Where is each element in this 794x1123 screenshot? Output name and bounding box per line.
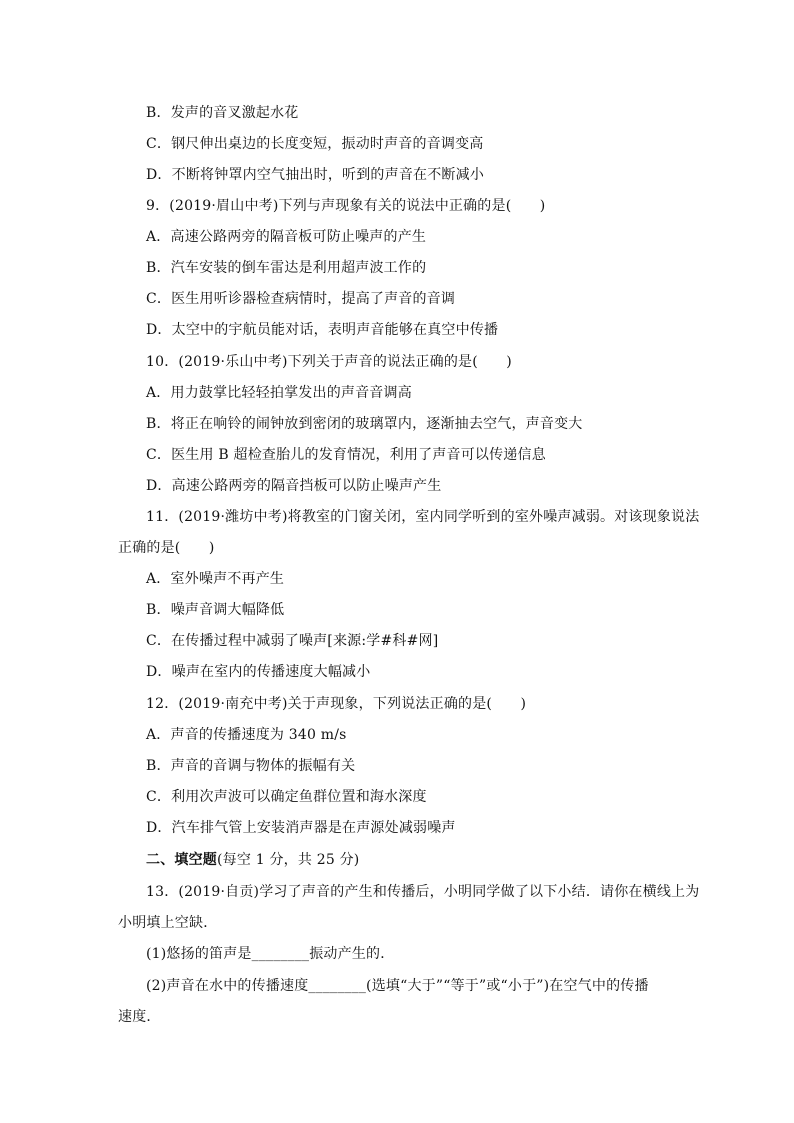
section-heading bbox=[146, 850, 359, 870]
section-title: 二、填空题 bbox=[146, 852, 217, 868]
question-9: 9．(2019·眉山中考)下列与声现象有关的说法中正确的是( ) bbox=[146, 198, 546, 214]
q9-option-a: A．高速公路两旁的隔音板可防止噪声的产生 bbox=[146, 229, 427, 245]
q11-option-a: A．室外噪声不再产生 bbox=[146, 571, 285, 587]
q9-option-b: B．汽车安装的倒车雷达是利用超声波工作的 bbox=[146, 260, 427, 276]
q8-option-d: D．不断将钟罩内空气抽出时，听到的声音在不断减小 bbox=[146, 167, 485, 183]
question-12: 12．(2019·南充中考)关于声现象，下列说法正确的是( ) bbox=[146, 696, 527, 712]
q12-option-d: D．汽车排气管上安装消声器是在声源处减弱噪声 bbox=[146, 820, 456, 836]
question-11-continued: 正确的是( ) bbox=[118, 540, 215, 556]
question-10: 10．(2019·乐山中考)下列关于声音的说法正确的是( ) bbox=[146, 354, 512, 370]
question-13-continued: 小明填上空缺． bbox=[118, 915, 218, 931]
q13-blank-2-continued: 速度． bbox=[118, 1009, 161, 1025]
q13-blank-1: (1)悠扬的笛声是________振动产生的． bbox=[146, 946, 395, 962]
question-13: 13．(2019·自贡)学习了声音的产生和传播后，小明同学做了以下小结．请你在横线上为 bbox=[146, 884, 700, 900]
q10-option-d: D．高速公路两旁的隔音挡板可以防止噪声产生 bbox=[146, 478, 442, 494]
q12-option-c: C．利用次声波可以确定鱼群位置和海水深度 bbox=[146, 789, 427, 805]
q8-option-c: C．钢尺伸出桌边的长度变短，振动时声音的音调变高 bbox=[146, 136, 484, 152]
q13-blank-2: (2)声音在水中的传播速度________(选填“大于”“等于”或“小于”)在空气中的传播 bbox=[146, 978, 649, 994]
q10-option-b: B．将正在响铃的闹钟放到密闭的玻璃罩内，逐渐抽去空气，声音变大 bbox=[146, 416, 583, 432]
question-11: 11．(2019·潍坊中考)将教室的门窗关闭，室内同学听到的室外噪声减弱。对该现象说法 bbox=[146, 509, 700, 525]
q11-option-b: B．噪声音调大幅降低 bbox=[146, 602, 285, 618]
section-scoring-note: (每空 1 分，共 25 分) bbox=[217, 852, 360, 868]
q9-option-d: D．太空中的宇航员能对话，表明声音能够在真空中传播 bbox=[146, 322, 499, 338]
q10-option-c: C．医生用 B 超检查胎儿的发育情况，利用了声音可以传递信息 bbox=[146, 447, 546, 463]
q11-option-d: D．噪声在室内的传播速度大幅减小 bbox=[146, 664, 371, 680]
q11-option-c: C．在传播过程中减弱了噪声[来源:学#科#网] bbox=[146, 633, 439, 649]
q10-option-a: A．用力鼓掌比轻轻拍掌发出的声音音调高 bbox=[146, 385, 412, 401]
q9-option-c: C．医生用听诊器检查病情时，提高了声音的音调 bbox=[146, 291, 456, 307]
q8-option-b: B．发声的音叉激起水花 bbox=[146, 105, 299, 121]
q12-option-b: B．声音的音调与物体的振幅有关 bbox=[146, 758, 356, 774]
q12-option-a: A．声音的传播速度为 340 m/s bbox=[146, 727, 347, 743]
